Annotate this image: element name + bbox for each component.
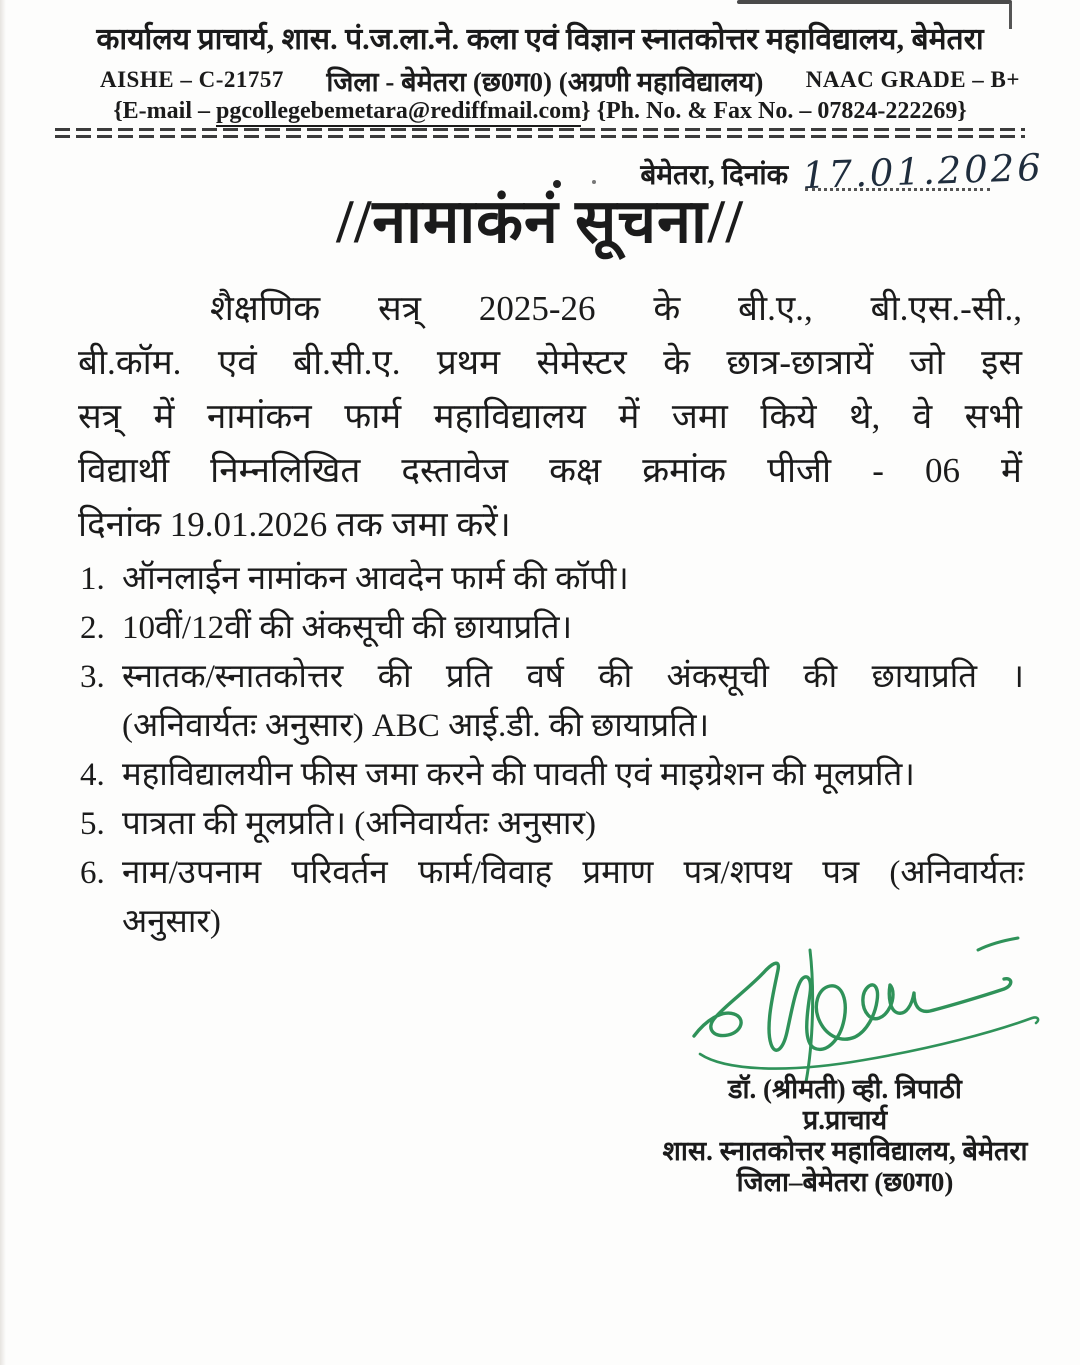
naac-grade: NAAC GRADE – B+ <box>805 67 1020 92</box>
notice-body <box>78 284 1022 554</box>
item-number: 5. <box>80 806 105 842</box>
document-checklist <box>80 556 1024 948</box>
item-number: 1. <box>80 561 105 597</box>
body-line: दिनांक 19.01.2026 तक जमा करें। <box>78 505 511 544</box>
email-prefix: {E-mail – <box>113 98 216 124</box>
item-number: 2. <box>80 610 105 646</box>
list-item <box>80 752 1024 801</box>
body-line: विद्यार्थी निम्नलिखित दस्तावेज कक्ष क्रमांक पीजी - 06 में <box>78 451 1022 490</box>
item-text: स्नातक/स्नातकोत्तर की प्रति वर्ष की अंकसूची की छायाप्रति । <box>122 659 1024 695</box>
item-text: ऑनलाईन नामांकन आवदेन फार्म की कॉपी। <box>122 561 629 597</box>
list-item <box>80 654 1024 703</box>
item-number: 4. <box>80 757 105 793</box>
double-dashed-rule <box>55 128 1025 139</box>
header-codes-row <box>100 62 1020 98</box>
signatory-name: डॉ. (श्रीमती) व्ही. त्रिपाठी <box>728 1074 962 1104</box>
body-line: शैक्षणिक सत्र् 2025-26 के बी.ए., बी.एस.-सी., <box>210 289 1022 328</box>
body-line: बी.कॉम. एवं बी.सी.ए. प्रथम सेमेस्टर के छात्र-छात्रायें जो इस <box>78 343 1022 382</box>
item-number: 3. <box>80 659 105 695</box>
signature-ink <box>660 922 1060 1097</box>
aishe-code: AISHE – C-21757 <box>100 67 284 92</box>
list-item-continuation <box>80 703 1024 752</box>
college-name-header: कार्यालय प्राचार्य, शास. पं.ज.ला.ने. कला एवं विज्ञान स्नातकोत्तर महाविद्यालय, बेमेतरा <box>96 23 984 56</box>
list-item <box>80 605 1024 654</box>
item-text: पात्रता की मूलप्रति। (अनिवार्यतः अनुसार) <box>122 806 596 842</box>
signatory-block <box>610 1074 1080 1198</box>
item-text: (अनिवार्यतः अनुसार) ABC आई.डी. की छायाप्रति। <box>122 708 710 744</box>
list-item <box>80 556 1024 605</box>
dateline-label: बेमेतरा, दिनांक <box>640 160 789 191</box>
signatory-org: शास. स्नातकोत्तर महाविद्यालय, बेमेतरा <box>662 1136 1028 1166</box>
signatory-district: जिला–बेमेतरा (छ0ग0) <box>736 1167 954 1197</box>
body-line: सत्र् में नामांकन फार्म महाविद्यालय में जमा किये थे, वे सभी <box>78 397 1022 436</box>
handwritten-date: 17.01.2026 <box>801 145 1045 198</box>
notice-title: //नामाकंनं सूचना// <box>336 189 744 256</box>
phone-fax: } {Ph. No. & Fax No. – 07824-222269} <box>581 98 967 124</box>
item-text: 10वीं/12वीं की अंकसूची की छायाप्रति। <box>122 610 573 646</box>
contact-line <box>40 98 1040 125</box>
signatory-designation: प्र.प्राचार्य <box>802 1105 888 1135</box>
scan-artifact <box>737 0 1012 4</box>
email-address: pgcollegebemetara@rediffmail.com <box>216 98 581 127</box>
item-number: 6. <box>80 855 105 891</box>
item-text: नाम/उपनाम परिवर्तन फार्म/विवाह प्रमाण पत्र/शपथ पत्र (अनिवार्यतः <box>122 855 1024 891</box>
item-text: अनुसार) <box>122 904 221 940</box>
district-line: जिला - बेमेतरा (छ0ग0) (अग्रणी महाविद्यालय) <box>326 66 764 97</box>
item-text: महाविद्यालयीन फीस जमा करने की पावती एवं माइग्रेशन की मूलप्रति। <box>122 757 915 793</box>
list-item <box>80 801 1024 850</box>
list-item <box>80 850 1024 899</box>
